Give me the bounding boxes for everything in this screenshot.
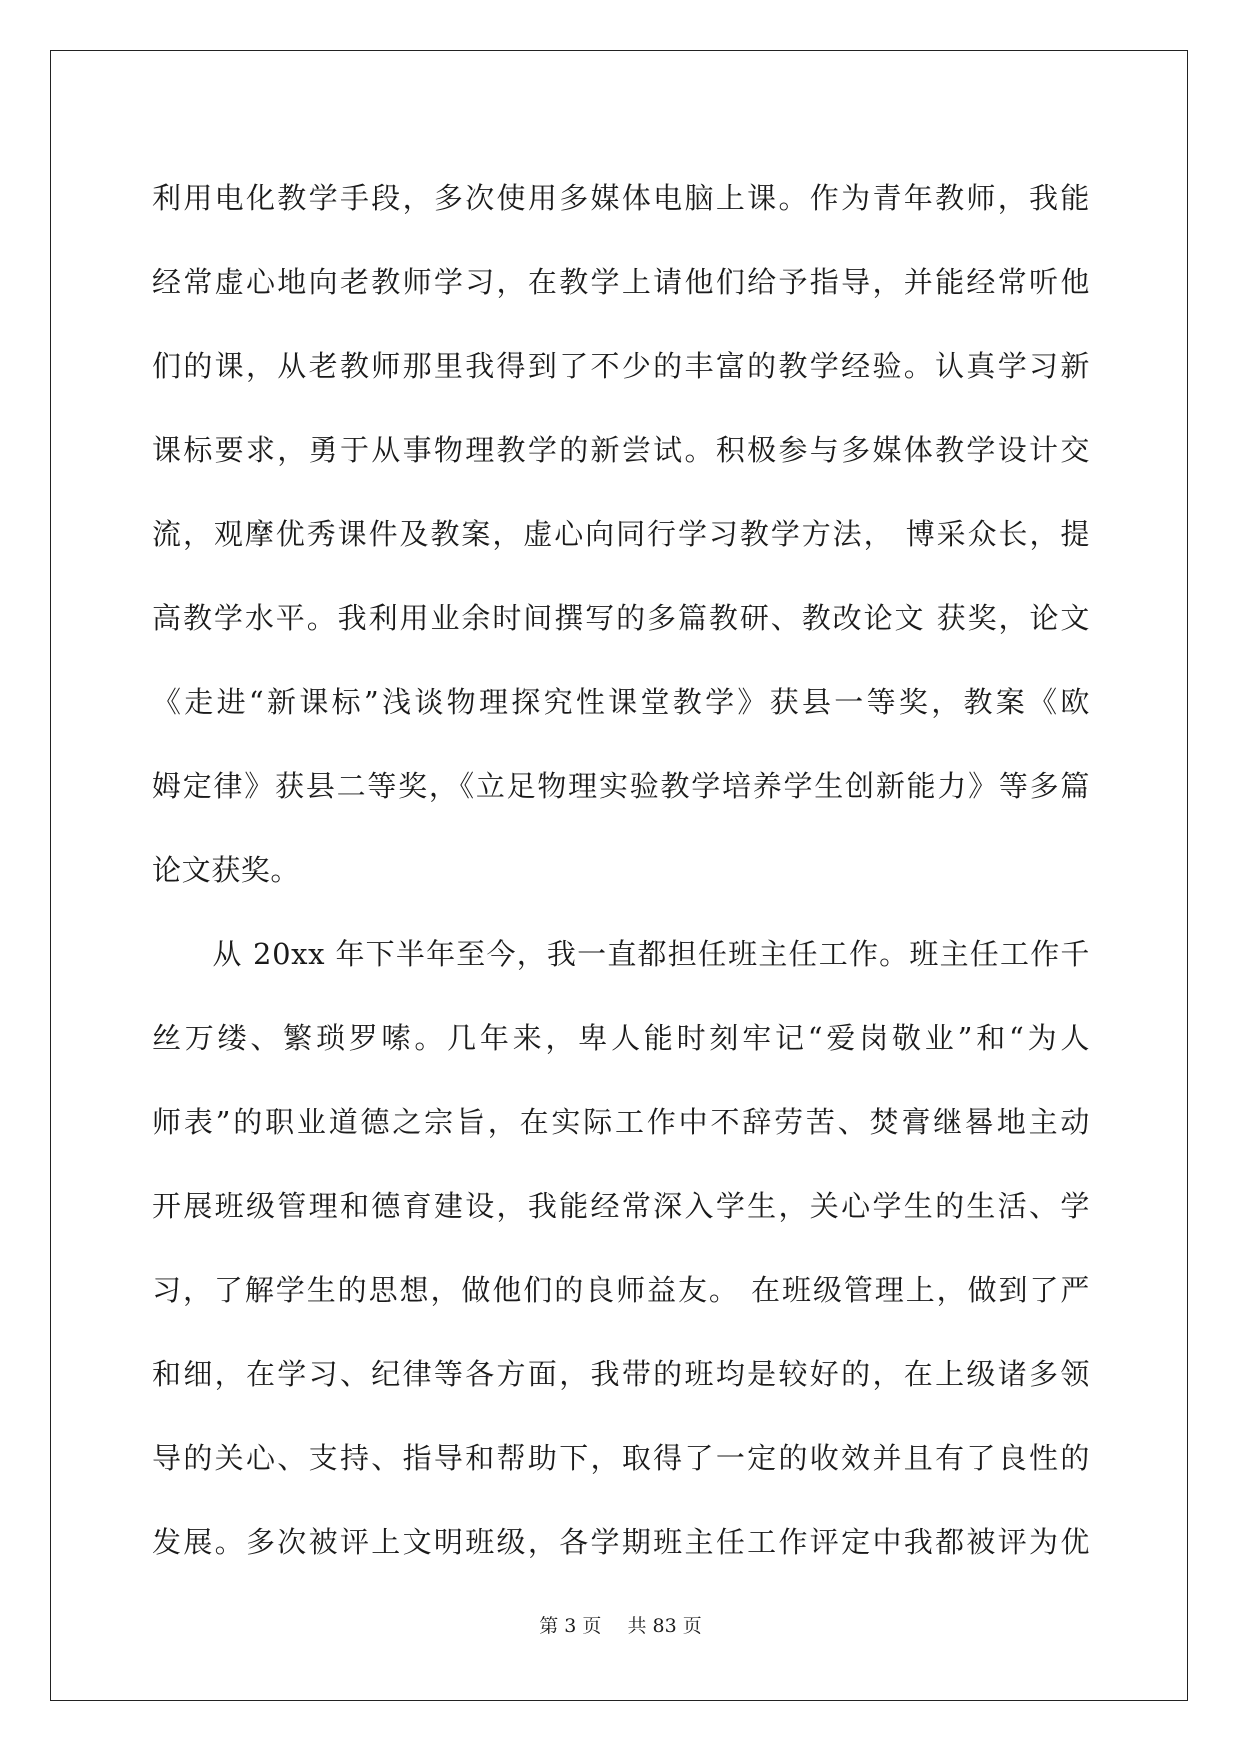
text-line — [152, 660, 1090, 744]
text-line — [152, 1248, 1090, 1332]
text-line — [152, 828, 1090, 912]
page-number: 第 3 页 — [539, 1615, 602, 1637]
text-line-content: 和细，在学习、纪律等各方面，我带的班均是较好的，在上级诸多领 — [152, 1357, 1090, 1391]
text-line-content: 从 20xx 年下半年至今，我一直都担任班主任工作。班主任工作千 — [152, 937, 1090, 971]
text-line — [152, 1080, 1090, 1164]
text-line — [152, 996, 1090, 1080]
document-body — [152, 156, 1090, 1584]
text-line — [152, 324, 1090, 408]
text-line — [152, 156, 1090, 240]
text-line — [152, 1332, 1090, 1416]
text-line — [152, 744, 1090, 828]
text-line — [152, 492, 1090, 576]
text-line-content: 们的课，从老教师那里我得到了不少的丰富的教学经验。认真学习新 — [152, 349, 1090, 383]
page-total: 共 83 页 — [627, 1615, 702, 1637]
text-line-content: 发展。多次被评上文明班级，各学期班主任工作评定中我都被评为优 — [152, 1525, 1090, 1559]
text-line — [152, 1416, 1090, 1500]
text-line-content: 利用电化教学手段，多次使用多媒体电脑上课。作为青年教师，我能 — [152, 181, 1090, 215]
text-line — [152, 408, 1090, 492]
text-line — [152, 912, 1090, 996]
text-line-content: 论文获奖。 — [152, 853, 301, 887]
text-line-content: 习，了解学生的思想，做他们的良师益友。 在班级管理上，做到了严 — [152, 1273, 1090, 1307]
text-line — [152, 1500, 1090, 1584]
text-line-content: 课标要求，勇于从事物理教学的新尝试。积极参与多媒体教学设计交 — [152, 433, 1090, 467]
text-line — [152, 240, 1090, 324]
text-line-content: 《走进“新课标”浅谈物理探究性课堂教学》获县一等奖，教案《欧 — [152, 685, 1090, 719]
text-line — [152, 1164, 1090, 1248]
text-line-content: 高教学水平。我利用业余时间撰写的多篇教研、教改论文 获奖，论文 — [152, 601, 1090, 635]
text-line-content: 导的关心、支持、指导和帮助下，取得了一定的收效并且有了良性的 — [152, 1441, 1090, 1475]
page-footer — [0, 1611, 1241, 1638]
text-line-content: 开展班级管理和德育建设，我能经常深入学生，关心学生的生活、学 — [152, 1189, 1090, 1223]
text-line-content: 丝万缕、繁琐罗嗦。几年来，卑人能时刻牢记“爱岗敬业”和“为人 — [152, 1021, 1090, 1055]
text-line-content: 流，观摩优秀课件及教案，虚心向同行学习教学方法， 博采众长，提 — [152, 517, 1090, 551]
text-line-content: 姆定律》获县二等奖，《立足物理实验教学培养学生创新能力》等多篇 — [152, 769, 1090, 803]
text-line-content: 经常虚心地向老教师学习，在教学上请他们给予指导，并能经常听他 — [152, 265, 1090, 299]
text-line-content: 师表”的职业道德之宗旨，在实际工作中不辞劳苦、焚膏继晷地主动 — [152, 1105, 1090, 1139]
text-line — [152, 576, 1090, 660]
